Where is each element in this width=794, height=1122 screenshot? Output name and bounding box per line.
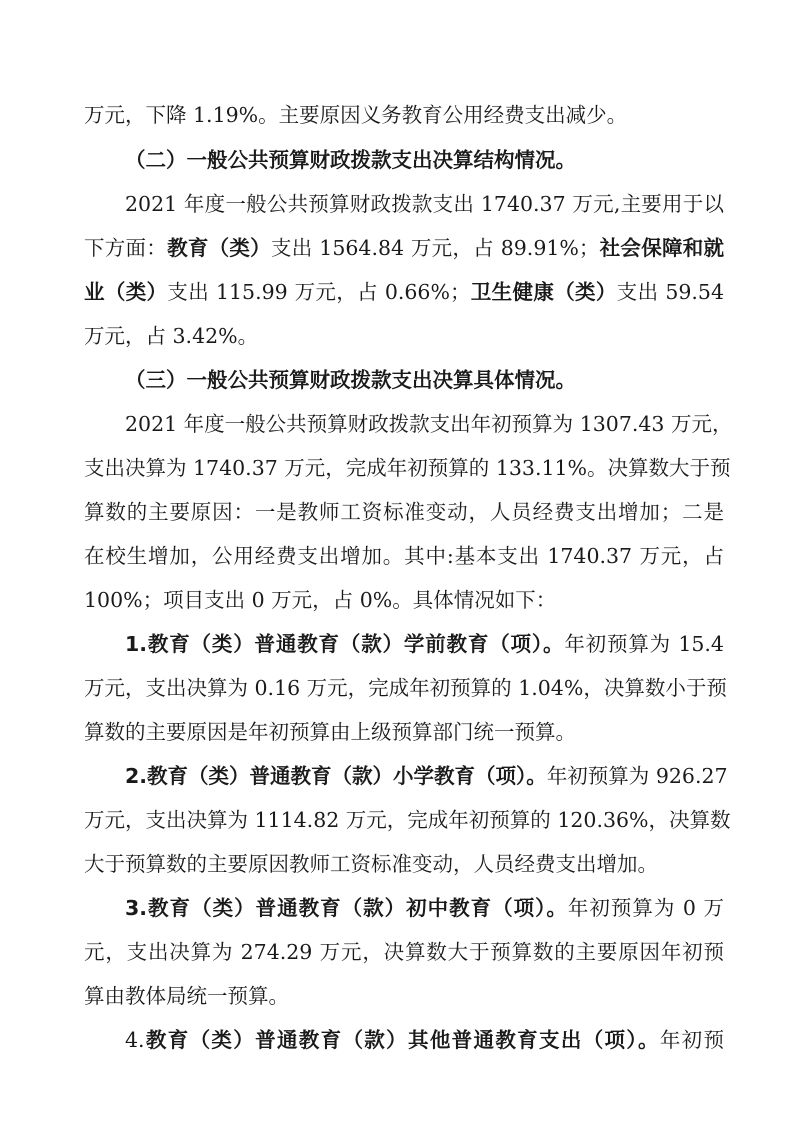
- section-heading: （二）一般公共预算财政拨款支出决算结构情况。: [125, 148, 576, 172]
- paragraph-line: 100%；项目支出 0 万元，占 0%。具体情况如下：: [84, 588, 557, 612]
- paragraph-line: 2021 年度一般公共预算财政拨款支出 1740.37 万元,主要用于以: [125, 192, 724, 216]
- paragraph-line: 大于预算数的主要原因教师工资标准变动，人员经费支出增加。: [84, 852, 658, 876]
- item-heading-line: 4.教育（类）普通教育（款）其他普通教育支出（项）。年初预: [125, 1028, 725, 1052]
- paragraph-line: 算数的主要原因：一是教师工资标准变动，人员经费支出增加；二是: [84, 500, 724, 524]
- paragraph-line: 算数的主要原因是年初预算由上级预算部门统一预算。: [84, 720, 576, 744]
- paragraph-line: 元，支出决算为 274.29 万元，决算数大于预算数的主要原因年初预: [84, 940, 724, 964]
- paragraph-line: 业（类）支出 115.99 万元，占 0.66%；卫生健康（类）支出 59.54: [84, 280, 725, 304]
- paragraph-line: 万元，占 3.42%。: [84, 324, 259, 348]
- paragraph-line: 万元，下降 1.19%。主要原因义务教育公用经费支出减少。: [84, 103, 628, 127]
- paragraph-line: 万元，支出决算为 0.16 万元，完成年初预算的 1.04%，决算数小于预: [84, 676, 727, 700]
- item-heading-line: 1.教育（类）普通教育（款）学前教育（项）。年初预算为 15.4: [125, 632, 724, 656]
- paragraph-line: 万元，支出决算为 1114.82 万元，完成年初预算的 120.36%，决算数: [84, 808, 731, 832]
- paragraph-line: 2021 年度一般公共预算财政拨款支出年初预算为 1307.43 万元，: [125, 412, 733, 436]
- section-heading: （三）一般公共预算财政拨款支出决算具体情况。: [125, 368, 576, 392]
- item-heading-line: 3.教育（类）普通教育（款）初中教育（项）。年初预算为 0 万: [125, 896, 724, 920]
- item-heading-line: 2.教育（类）普通教育（款）小学教育（项）。年初预算为 926.27: [125, 764, 728, 788]
- paragraph-line: 在校生增加，公用经费支出增加。其中:基本支出 1740.37 万元，占: [84, 544, 724, 568]
- paragraph-line: 下方面：教育（类）支出 1564.84 万元，占 89.91%；社会保障和就: [84, 236, 725, 260]
- paragraph-line: 算由教体局统一预算。: [84, 984, 289, 1008]
- paragraph-line: 支出决算为 1740.37 万元，完成年初预算的 133.11%。决算数大于预: [84, 456, 731, 480]
